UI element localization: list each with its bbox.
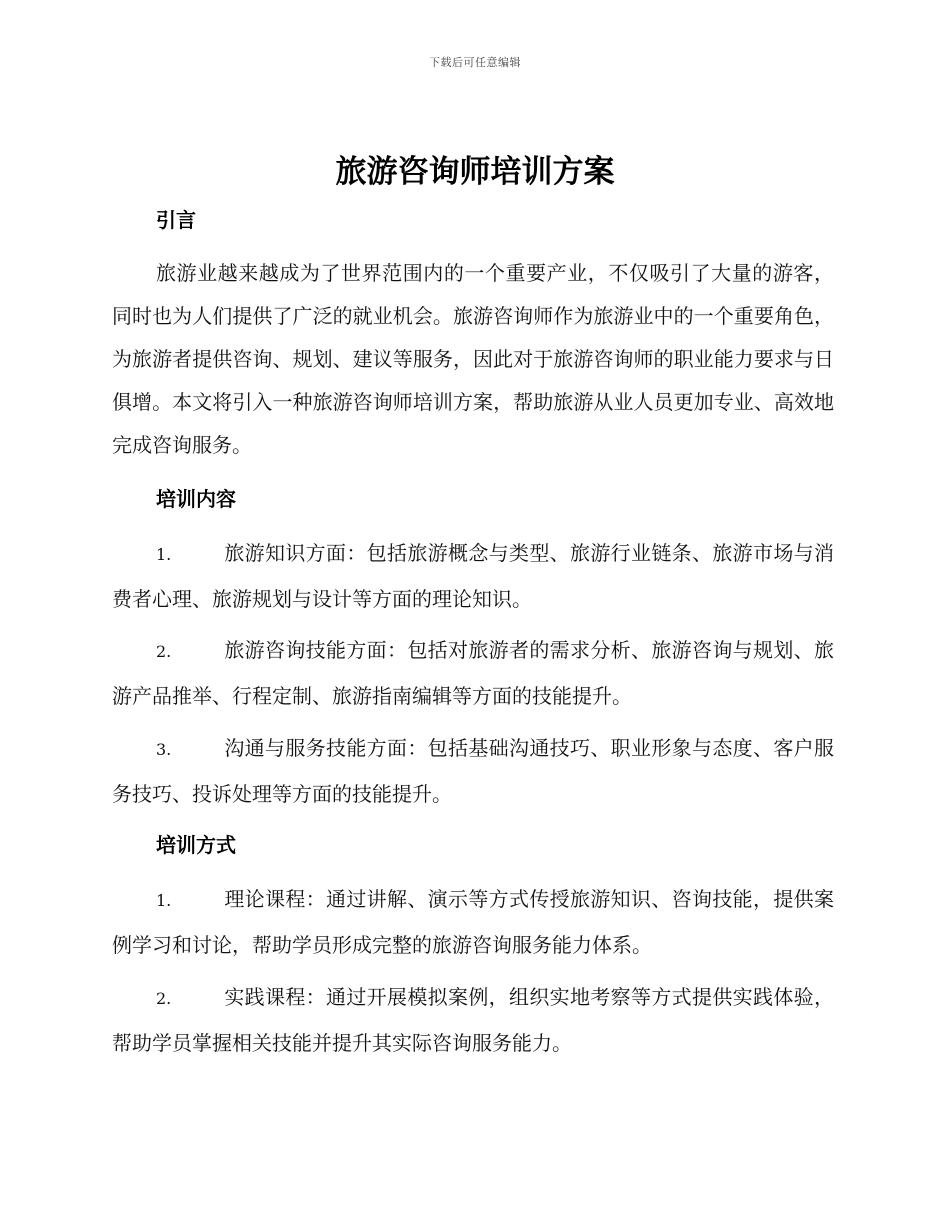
list-item <box>112 975 834 1065</box>
list-item-text: 旅游咨询技能方面：包括对旅游者的需求分析、旅游咨询与规划、旅游产品推举、行程定制、旅游指南编辑等方面的技能提升。 <box>112 638 834 708</box>
list-item-number: 1. <box>156 545 172 564</box>
list-item-text: 沟通与服务技能方面：包括基础沟通技巧、职业形象与态度、客户服务技巧、投诉处理等方面的技能提升。 <box>112 736 834 806</box>
list-item-number: 2. <box>156 989 172 1008</box>
list-item <box>112 531 834 621</box>
section-heading-content: 培训内容 <box>156 487 236 511</box>
document-title: 旅游咨询师培训方案 <box>335 154 615 190</box>
list-item-number: 1. <box>156 891 172 910</box>
section-heading-intro: 引言 <box>156 208 196 232</box>
list-item <box>112 726 834 816</box>
list-item <box>112 877 834 967</box>
section-heading-methods: 培训方式 <box>156 833 236 857</box>
list-item-text: 旅游知识方面：包括旅游概念与类型、旅游行业链条、旅游市场与消费者心理、旅游规划与设计等方面的理论知识。 <box>112 541 834 611</box>
list-item-text: 理论课程：通过讲解、演示等方式传授旅游知识、咨询技能，提供案例学习和讨论，帮助学员形成完整的旅游咨询服务能力体系。 <box>112 887 834 957</box>
list-item-number: 2. <box>156 642 172 661</box>
list-item-text: 实践课程：通过开展模拟案例，组织实地考察等方式提供实践体验，帮助学员掌握相关技能并提升其实际咨询服务能力。 <box>112 985 834 1055</box>
list-item-number: 3. <box>156 740 172 759</box>
intro-paragraph: 旅游业越来越成为了世界范围内的一个重要产业，不仅吸引了大量的游客，同时也为人们提供了广泛的就业机会。旅游咨询师作为旅游业中的一个重要角色，为旅游者提供咨询、规划、建议等服务，因此对于旅游咨询师的职业能力要求与日俱增。本文将引入一种旅游咨询师培训方案，帮助旅游从业人员更加专业、高效地完成咨询服务。 <box>112 261 834 457</box>
list-item <box>112 628 834 718</box>
header-note: 下载后可任意编辑 <box>429 56 521 69</box>
